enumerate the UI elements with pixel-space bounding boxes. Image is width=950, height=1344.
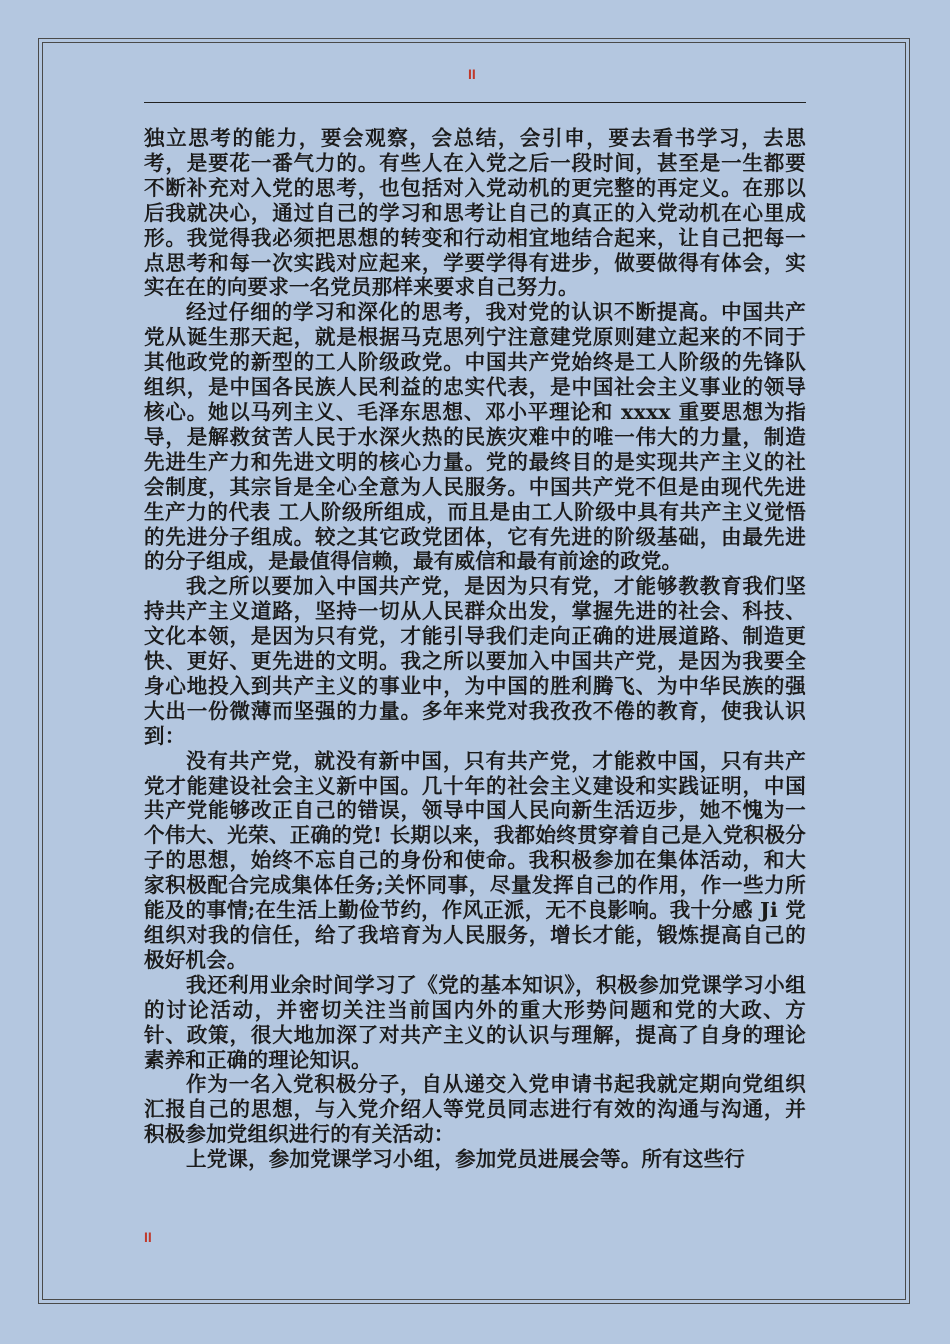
document-body (144, 126, 806, 1172)
paragraph-1: 独立思考的能力，要会观察，会总结，会引申，要去看书学习，去思考，是要花一番气力的。有些人在入党之后一段时间，甚至是一生都要不断补充对入党的思考，也包括对入党动机的更完整的再定义。在那以后我就决心，通过自己的学习和思考让自己的真正的入党动机在心里成形。我觉得我必须把思想的转变和行动相宜地结合起来，让自己把每一点思考和每一次实践对应起来，学要学得有进步，做要做得有体会，实实在在的向要求一名党员那样来要求自己努力。 (144, 126, 806, 300)
paragraph-5: 我还利用业余时间学习了《党的基本知识》，积极参加党课学习小组的讨论活动，并密切关注当前国内外的重大形势问题和党的大政、方针、政策，很大地加深了对共产主义的认识与理解，提高了自身的理论素养和正确的理论知识。 (144, 972, 806, 1072)
paragraph-4: 没有共产党，就没有新中国，只有共产党，才能救中国，只有共产党才能建设社会主义新中国。几十年的社会主义建设和实践证明，中国共产党能够改正自己的错误，领导中国人民向新生活迈步，她不愧为一个伟大、光荣、正确的党! 长期以来，我都始终贯穿着自己是入党积极分子的思想，始终不忘自己的身份和使命。我积极参加在集体活动，和大家积极配合完成集体任务;关怀同事，尽量发挥自己的作用，作一些力所能及的事情;在生活上勤俭节约，作风正派，无不良影响。我十分感 Ji 党组织对我的信任，给了我培育为人民服务，增长才能，锻炼提高自己的极好机会。 (144, 748, 806, 972)
paragraph-7: 上党课，参加党课学习小组，参加党员进展会等。所有这些行 (186, 1147, 745, 1172)
header-rule (144, 102, 806, 103)
paragraph-3: 我之所以要加入中国共产党，是因为只有党，才能够教教育我们坚持共产主义道路，坚持一切从人民群众出发，掌握先进的社会、科技、文化本领，是因为只有党，才能引导我们走向正确的进展道路、制造更快、更好、更先进的文明。我之所以要加入中国共产党，是因为我要全身心地投入到共产主义的事业中，为中国的胜利腾飞、为中华民族的强大出一份微薄而坚强的力量。多年来党对我孜孜不倦的教育，使我认识到： (144, 574, 806, 748)
header-mark: II (468, 66, 476, 82)
paragraph-2: 经过仔细的学习和深化的思考，我对党的认识不断提高。中国共产党从诞生那天起，就是根据马克思列宁注意建党原则建立起来的不同于其他政党的新型的工人阶级政党。中国共产党始终是工人阶级的先锋队组织，是中国各民族人民利益的忠实代表，是中国社会主义事业的领导核心。她以马列主义、毛泽东思想、邓小平理论和 xxxx 重要思想为指导，是解救贫苦人民于水深火热的民族灾难中的唯一伟大的力量，制造先进生产力和先进文明的核心力量。党的最终目的是实现共产主义的社会制度，其宗旨是全心全意为人民服务。中国共产党不但是由现代先进生产力的代表 工人阶级所组成，而且是由工人阶级中具有共产主义觉悟的先进分子组成。较之其它政党团体，它有先进的阶级基础，由最先进的分子组成，是最值得信赖，最有威信和最有前途的政党。 (144, 300, 806, 574)
paragraph-6: 作为一名入党积极分子，自从递交入党申请书起我就定期向党组织汇报自己的思想，与入党介绍人等党员同志进行有效的沟通与沟通，并积极参加党组织进行的有关活动： (144, 1072, 806, 1147)
footer-mark: II (144, 1229, 152, 1245)
